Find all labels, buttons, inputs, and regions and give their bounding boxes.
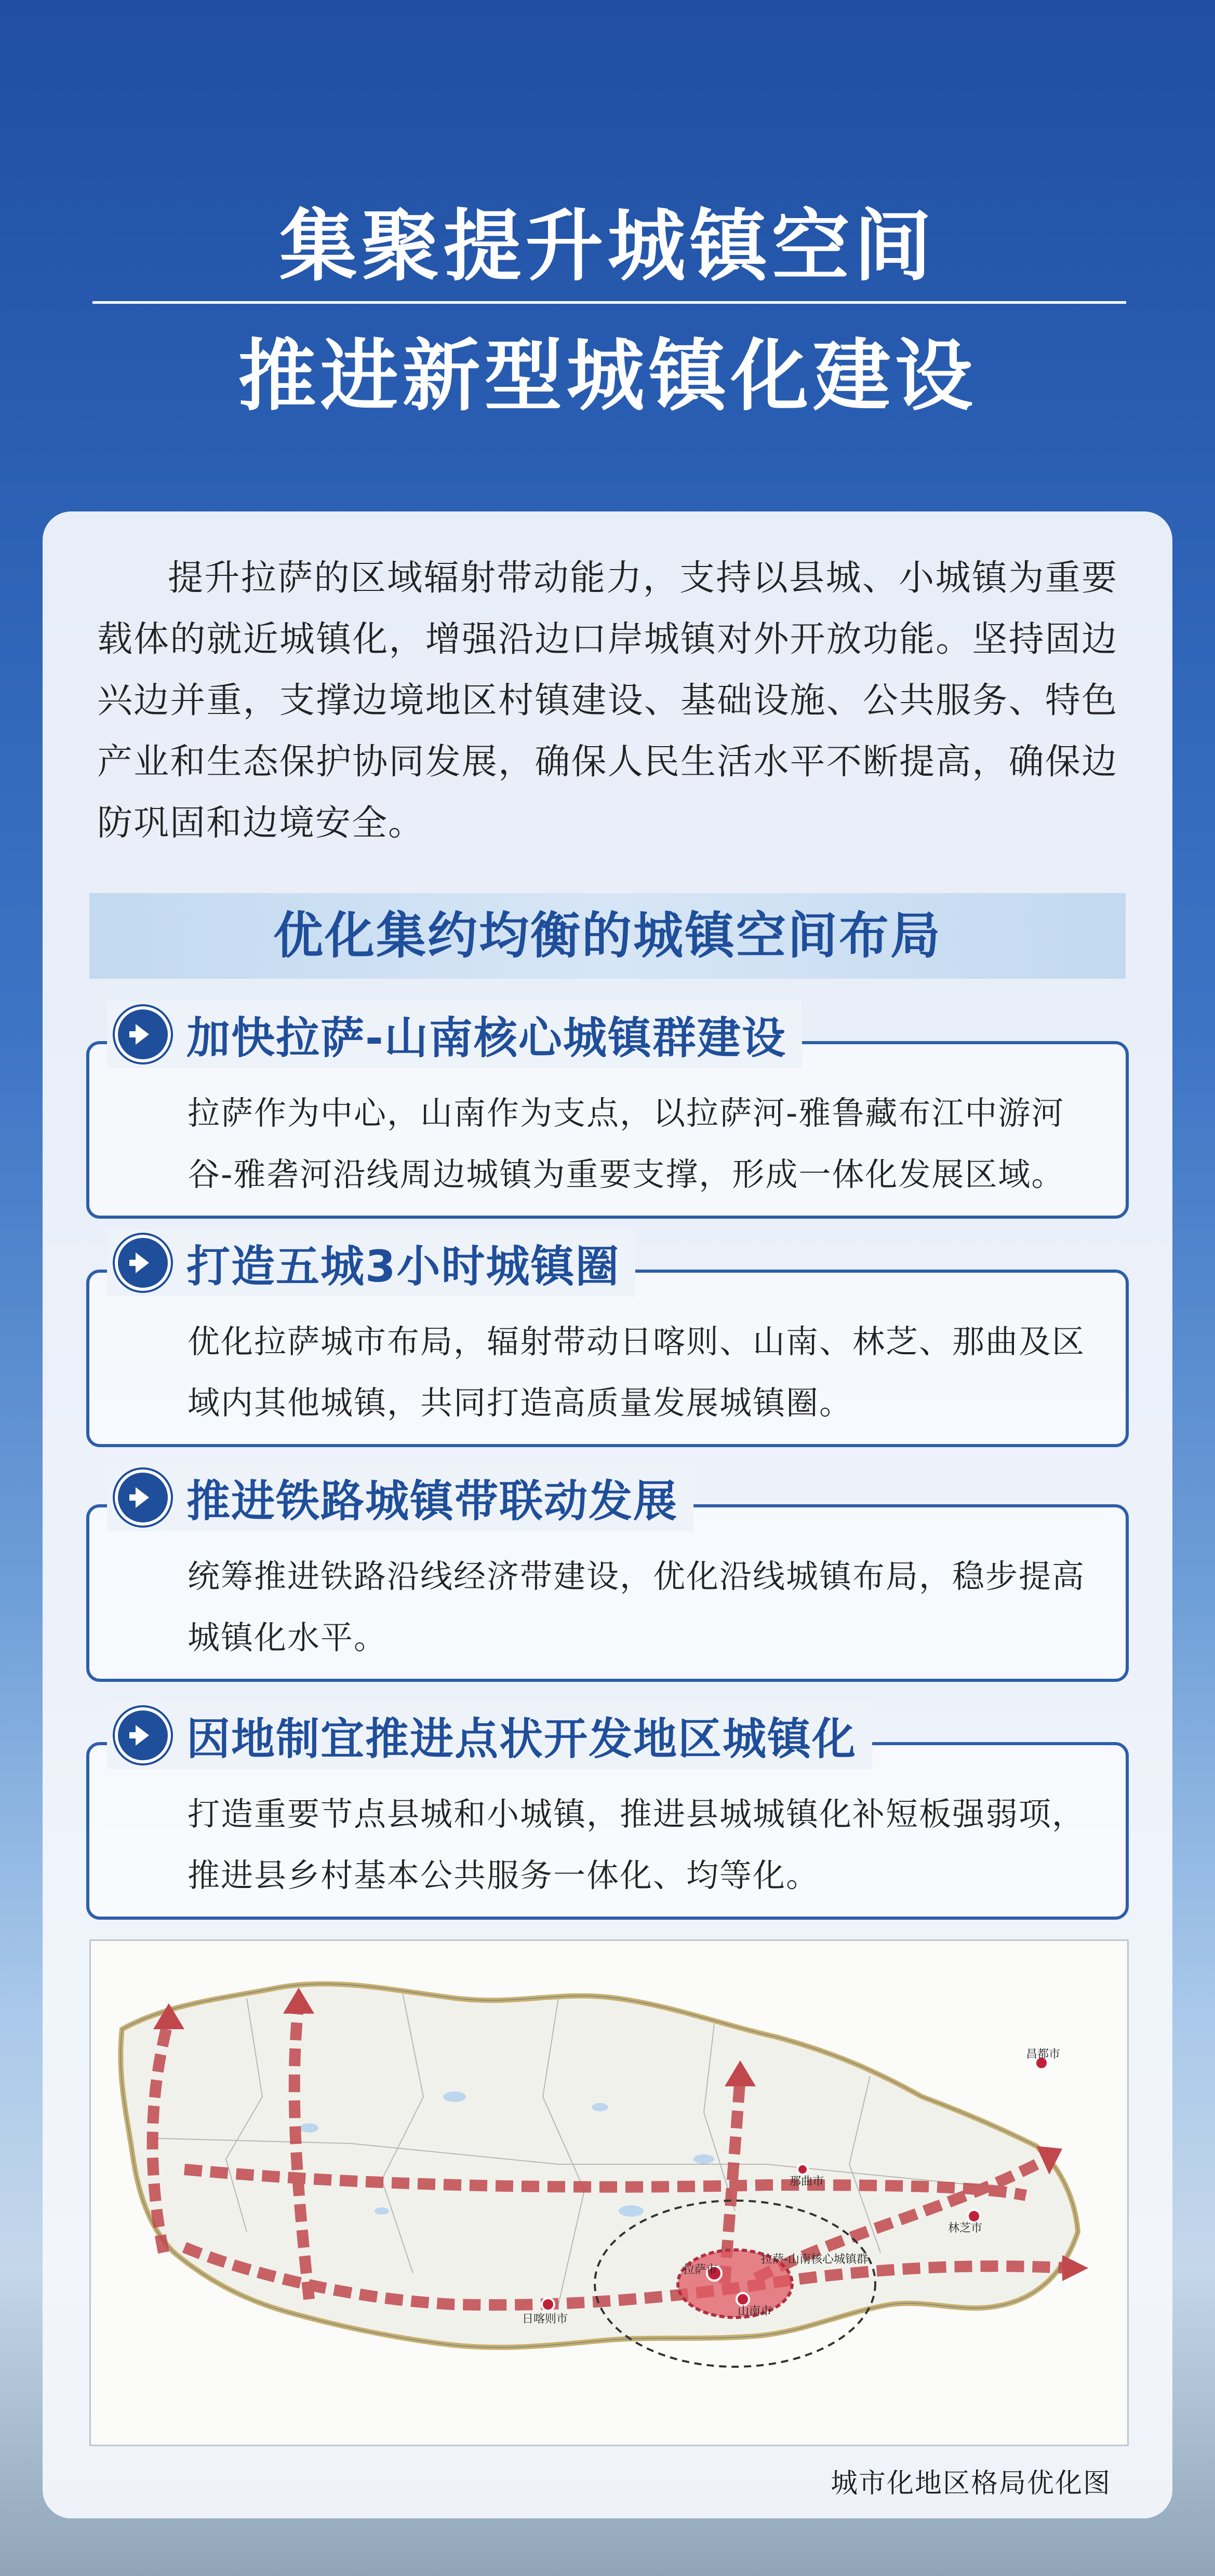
section-banner: 优化集约均衡的城镇空间布局 (89, 893, 1126, 979)
title-divider (92, 301, 1126, 304)
policy-item-header (107, 1001, 802, 1068)
label-shannan: 山南市 (738, 2305, 772, 2318)
map-graphic (91, 1941, 1127, 2445)
policy-item-title: 推进铁路城镇带联动发展 (186, 1475, 678, 1527)
policy-item-text: 拉萨作为中心，山南作为支点，以拉萨河-雅鲁藏布江中游河谷-雅砻河沿线周边城镇为重要支撑，形成一体化发展区域。 (188, 1094, 1065, 1193)
label-core-cluster: 拉萨-山南核心城镇群 (761, 2253, 868, 2266)
policy-item-text: 打造重要节点县城和小城镇，推进县城城镇化补短板强弱项，推进县乡村基本公共服务一体化、均等化。 (188, 1795, 1086, 1894)
label-nyingchi: 林芝市 (948, 2222, 983, 2235)
policy-item-title: 打造五城3小时城镇圈 (186, 1240, 620, 1292)
arrow-right-circle-icon (115, 1469, 171, 1526)
arrow-right-circle-icon (115, 1707, 171, 1763)
policy-item-header (107, 1229, 635, 1297)
policy-item-title: 因地制宜推进点状开发地区城镇化 (186, 1713, 857, 1764)
intro-paragraph: 提升拉萨的区域辐射带动能力，支持以县城、小城镇为重要载体的就近城镇化，增强沿边口岸城镇对外开放功能。坚持固边兴边并重，支撑边境地区村镇建设、基础设施、公共服务、特色产业和生态保护协同发展，确保人民生活水平不断提高，确保边防巩固和边境安全。 (97, 558, 1118, 844)
page-title-line2: 推进新型城镇化建设 (238, 331, 977, 422)
policy-item-title: 加快拉萨-山南核心城镇群建设 (186, 1012, 786, 1063)
map-caption: 城市化地区格局优化图 (830, 2468, 1111, 2499)
arrow-right-circle-icon (115, 1235, 171, 1291)
region-outline (121, 1984, 1078, 2348)
label-lhasa: 拉萨市 (683, 2263, 718, 2276)
arrow-right-circle-icon (115, 1006, 171, 1062)
label-qamdo: 昌都市 (1026, 2048, 1061, 2061)
policy-item-text: 统筹推进铁路沿线经济带建设，优化沿线城镇布局，稳步提高城镇化水平。 (188, 1557, 1086, 1656)
label-nagqu: 那曲市 (790, 2175, 824, 2188)
page-header (0, 197, 1215, 426)
urbanization-map (89, 1939, 1129, 2446)
policy-item-header (107, 1464, 693, 1531)
policy-item-header (107, 1702, 872, 1769)
content-card (43, 511, 1172, 2518)
policy-item-3 (86, 1475, 1128, 1681)
label-shigatse: 日喀则市 (522, 2313, 568, 2326)
policy-item-4 (86, 1713, 1128, 1919)
policy-item-text: 优化拉萨城市布局，辐射带动日喀则、山南、林芝、那曲及区域内其他城镇，共同打造高质量发展城镇圈。 (188, 1323, 1086, 1422)
policy-item-2 (86, 1240, 1128, 1446)
page-title-line1: 集聚提升城镇空间 (279, 201, 936, 292)
policy-item-1 (86, 1012, 1128, 1218)
